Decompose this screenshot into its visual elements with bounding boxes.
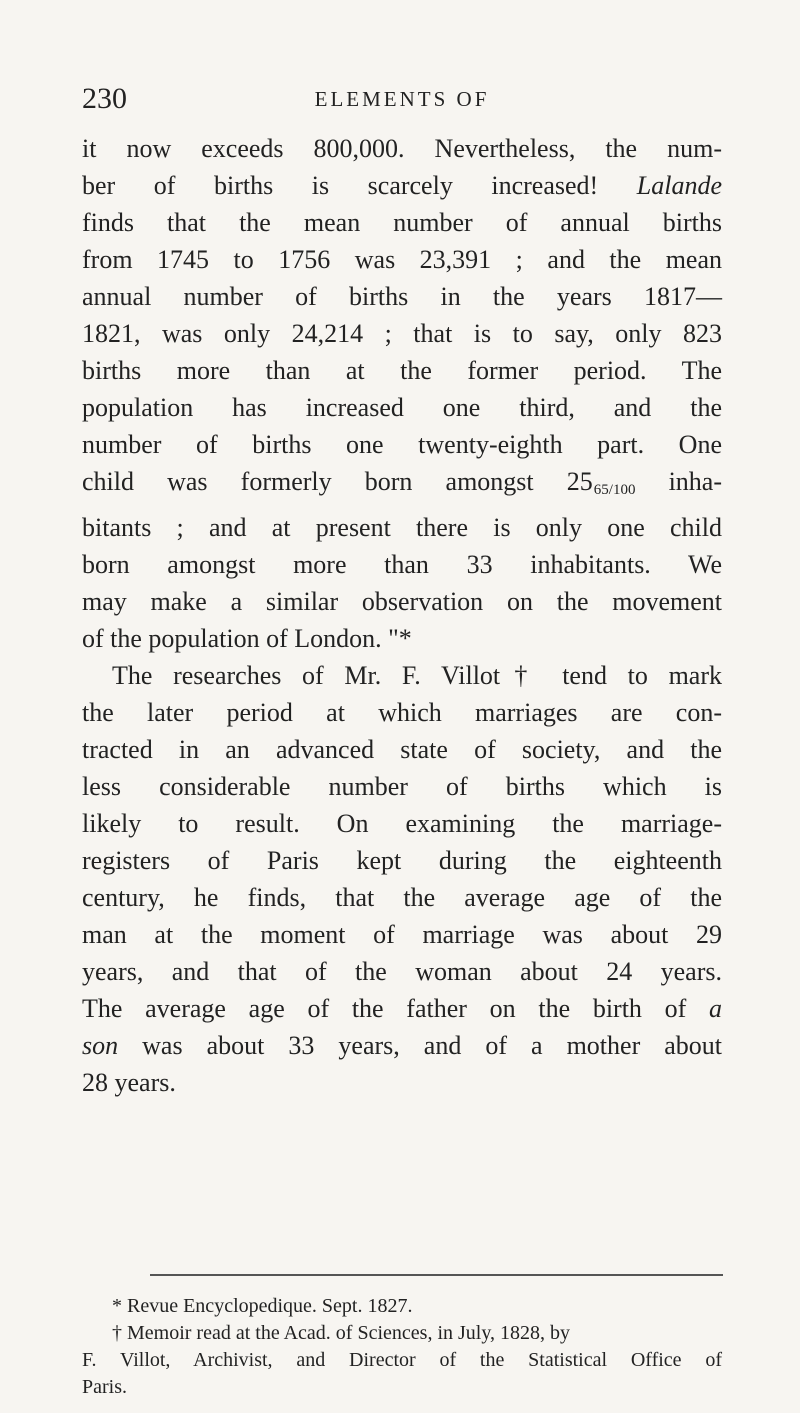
text-line: the later period at which marriages are con- [82,698,722,727]
text-line: births more than at the former period. The [82,356,722,385]
page-number: 230 [82,82,127,115]
text-line: 1821, was only 24,214 ; that is to say, only 823 [82,319,722,348]
footnote: F. Villot, Archivist, and Director of the Statistical Office of [82,1349,722,1371]
text-line: population has increased one third, and the [82,393,722,422]
text-line: tracted in an advanced state of society, and the [82,735,722,764]
text-line: annual number of births in the years 1817— [82,282,722,311]
italic-name: Lalande [636,171,722,200]
text-line: 28 years. [82,1068,176,1097]
footnote: † Memoir read at the Acad. of Sciences, in July, 1828, by [112,1322,571,1344]
text-line: likely to result. On examining the marriage- [82,809,722,838]
text-line: The average age of the father on the birth of a [82,994,723,1023]
text-line: registers of Paris kept during the eighteenth [82,846,722,875]
text-line: it now exceeds 800,000. Nevertheless, the num- [82,134,722,163]
text-line: finds that the mean number of annual births [82,208,722,237]
text-line: may make a similar observation on the movement [82,587,722,616]
text-line: less considerable number of births which is [82,772,722,801]
text-line: of the population of London. "* [82,624,412,653]
text-line: ber of births is scarcely increased! Lalande [82,171,722,200]
page-header [82,82,722,122]
text-line: son was about 33 years, and of a mother about [82,1031,723,1060]
text-line: man at the moment of marriage was about 29 [82,920,722,949]
text-line: The researches of Mr. F. Villot† tend to mark [112,661,722,690]
text-line: child was formerly born amongst 2565/100 inha- [82,467,722,498]
text-line: years, and that of the woman about 24 years. [82,957,722,986]
text-line: century, he finds, that the average age of the [82,883,722,912]
running-head: ELEMENTS OF [314,87,490,111]
footnotes [82,1293,722,1401]
text-line: bitants ; and at present there is only one child [82,513,722,542]
italic-word: a [709,994,723,1023]
footnote: Paris. [82,1376,127,1398]
italic-word: son [82,1031,119,1060]
footnote: * Revue Encyclopedique. Sept. 1827. [112,1295,413,1317]
text-line: born amongst more than 33 inhabitants. We [82,550,722,579]
text-line: number of births one twenty-eighth part. One [82,430,722,459]
fraction: 65/100 [593,482,636,498]
footnote-rule [150,1274,723,1276]
text-line: from 1745 to 1756 was 23,391 ; and the mean [82,245,722,274]
body-text [82,130,722,1101]
